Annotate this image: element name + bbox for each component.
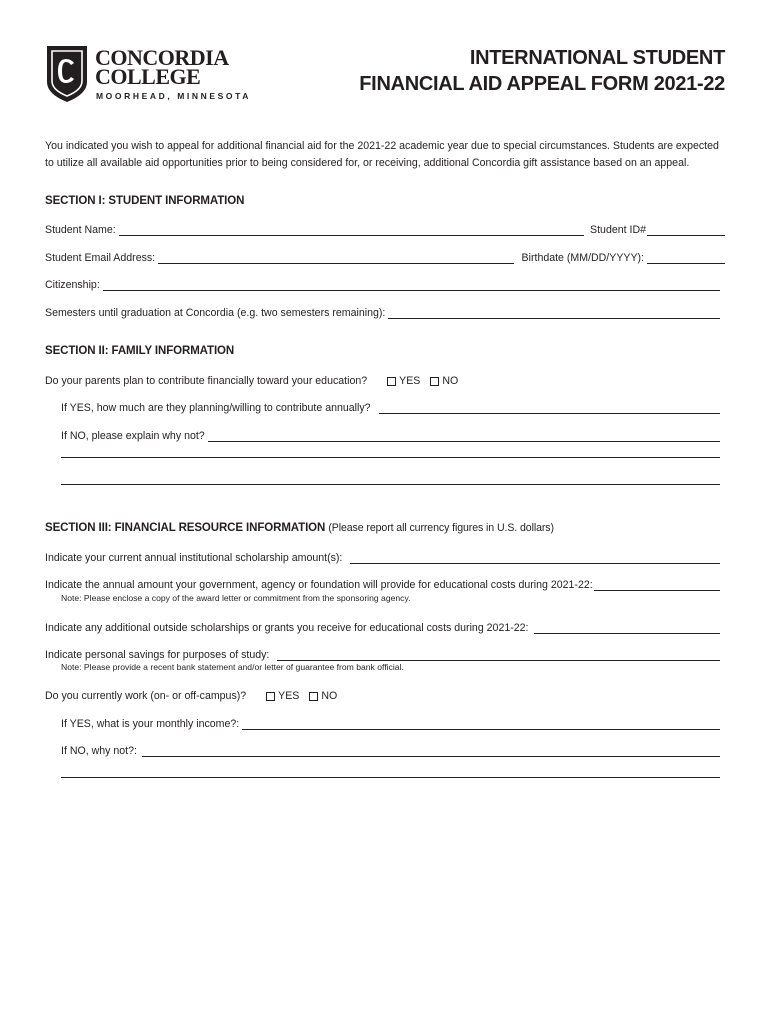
semesters-field[interactable]	[388, 308, 720, 319]
email-field[interactable]	[158, 253, 513, 264]
parents-if-yes-row	[61, 400, 720, 414]
work-if-no-row	[61, 743, 720, 757]
parents-contribute-question: Do your parents plan to contribute financially toward your education?	[45, 375, 368, 387]
logo-location: MOORHEAD, MINNESOTA	[96, 91, 252, 101]
work-no-option[interactable]	[309, 690, 337, 702]
email-row	[45, 250, 725, 264]
parents-no-label: NO	[442, 375, 459, 387]
parents-if-no-label: If NO, please explain why not?	[61, 430, 205, 442]
email-label: Student Email Address:	[45, 252, 156, 264]
parents-no-option[interactable]	[430, 375, 458, 387]
parents-explain-field[interactable]	[208, 431, 720, 442]
student-name-label: Student Name:	[45, 224, 116, 236]
student-name-row	[45, 222, 725, 236]
scholarship-field[interactable]	[350, 553, 720, 564]
parents-yes-option[interactable]	[387, 375, 420, 387]
government-field[interactable]	[594, 580, 720, 591]
parents-yes-checkbox[interactable]	[387, 377, 396, 386]
scholarship-row	[45, 550, 720, 564]
savings-label: Indicate personal savings for purposes of study:	[45, 649, 270, 661]
form-title	[359, 45, 725, 97]
savings-field[interactable]	[277, 650, 720, 661]
government-row	[45, 577, 720, 591]
parents-contribute-row	[45, 373, 458, 387]
work-no-label: NO	[321, 690, 338, 702]
parents-no-checkbox[interactable]	[430, 377, 439, 386]
parents-explain-line-2[interactable]	[61, 457, 720, 458]
logo-line-1: CONCORDIA	[95, 45, 229, 70]
monthly-income-field[interactable]	[242, 719, 720, 730]
work-question: Do you currently work (on- or off-campus)?	[45, 690, 247, 702]
section-3-subtitle: (Please report all currency figures in U.S. dollars)	[328, 522, 554, 534]
student-id-label: Student ID#	[590, 224, 646, 236]
scholarship-label: Indicate your current annual institutional scholarship amount(s):	[45, 552, 343, 564]
work-if-yes-row	[61, 716, 720, 730]
intro-paragraph: You indicated you wish to appeal for additional financial aid for the 2021-22 academic year due to special circumstances. Students are expected to utilize all available aid opportunities prior to being considered for, or receiving, additional Concordia gift assistance based on an appeal.	[45, 140, 719, 169]
citizenship-field[interactable]	[103, 280, 720, 291]
parents-explain-line-3[interactable]	[61, 484, 720, 485]
savings-note: Note: Please provide a recent bank statement and/or letter of guarantee from bank official.	[61, 662, 404, 672]
birthdate-field[interactable]	[647, 253, 725, 264]
outside-scholarships-row	[45, 620, 720, 634]
work-yes-option[interactable]	[266, 690, 299, 702]
section-3-title: SECTION III: FINANCIAL RESOURCE INFORMATION	[45, 522, 326, 534]
student-id-field[interactable]	[647, 225, 725, 236]
parents-if-no-row	[61, 428, 720, 442]
semesters-row	[45, 305, 720, 319]
section-1-heading: SECTION I: STUDENT INFORMATION	[45, 195, 245, 207]
semesters-label: Semesters until graduation at Concordia (e.g. two semesters remaining):	[45, 307, 386, 319]
shield-c-icon	[44, 44, 90, 104]
work-explain-line-2[interactable]	[61, 777, 720, 778]
work-yes-checkbox[interactable]	[266, 692, 275, 701]
college-logo	[44, 44, 284, 106]
citizenship-row	[45, 277, 720, 291]
outside-scholarships-field[interactable]	[534, 623, 721, 634]
section-2-heading: SECTION II: FAMILY INFORMATION	[45, 345, 235, 357]
work-row	[45, 688, 337, 702]
title-line-1: INTERNATIONAL STUDENT	[469, 47, 725, 69]
work-yes-label: YES	[278, 690, 300, 702]
work-no-checkbox[interactable]	[309, 692, 318, 701]
work-explain-field[interactable]	[142, 746, 720, 757]
parents-yes-label: YES	[399, 375, 421, 387]
work-if-no-label: If NO, why not?:	[61, 745, 137, 757]
student-name-field[interactable]	[119, 225, 584, 236]
title-line-2: FINANCIAL AID APPEAL FORM 2021-22	[359, 73, 725, 95]
parents-amount-field[interactable]	[379, 403, 720, 414]
government-label: Indicate the annual amount your government, agency or foundation will provide for educational costs during 2021-22:	[45, 579, 593, 591]
birthdate-label: Birthdate (MM/DD/YYYY):	[521, 252, 644, 264]
section-3-heading	[45, 522, 554, 534]
savings-row	[45, 647, 720, 661]
parents-if-yes-label: If YES, how much are they planning/willing to contribute annually?	[61, 402, 371, 414]
citizenship-label: Citizenship:	[45, 279, 100, 291]
government-note: Note: Please enclose a copy of the award letter or commitment from the sponsoring agency.	[61, 593, 411, 603]
outside-scholarships-label: Indicate any additional outside scholarships or grants you receive for educational costs during 2021-22:	[45, 622, 529, 634]
work-if-yes-label: If YES, what is your monthly income?:	[61, 718, 240, 730]
logo-line-2: COLLEGE	[95, 64, 201, 89]
